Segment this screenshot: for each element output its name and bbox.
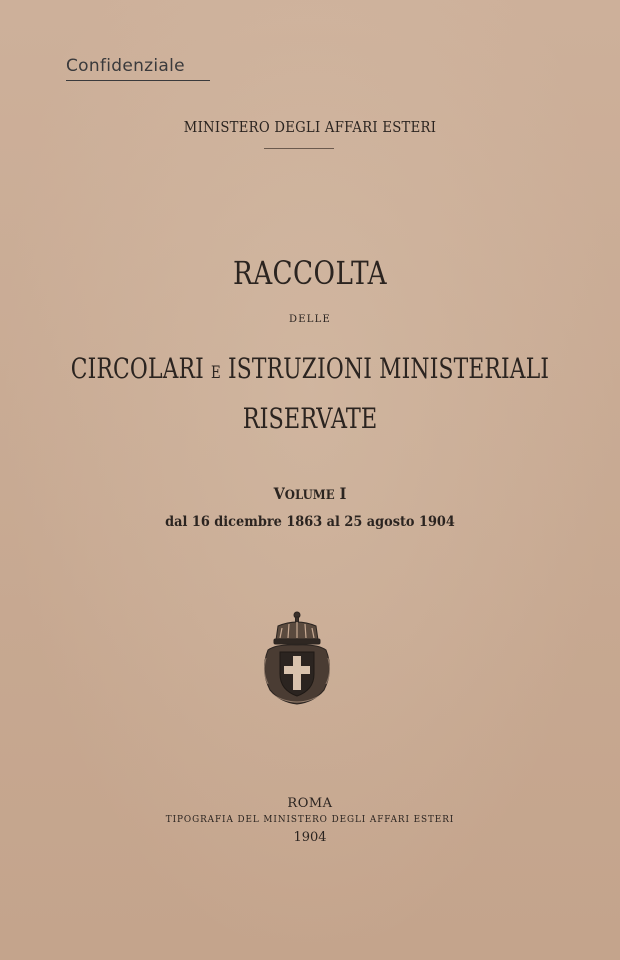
subtitle-part-2: ISTRUZIONI MINISTERIALI <box>228 352 550 385</box>
volume-number: I <box>339 484 347 503</box>
stamp-underline <box>66 80 210 81</box>
volume-label <box>31 484 589 503</box>
subtitle-line-1 <box>68 352 552 385</box>
confidential-stamp: Confidenziale <box>66 56 185 76</box>
subtitle-line-2: RISERVATE <box>242 402 378 435</box>
imprint-city: ROMA <box>287 796 333 811</box>
title-connector: DELLE <box>289 314 331 325</box>
imprint-printer: TIPOGRAFIA DEL MINISTERO DEGLI AFFARI ESTERI <box>165 814 455 825</box>
heading-rule <box>264 148 334 149</box>
volume-first-letter: V <box>273 484 285 503</box>
savoy-crowned-shield-icon <box>258 610 336 706</box>
subtitle-part-1: CIRCOLARI <box>70 352 204 385</box>
date-range: dal 16 dicembre 1863 al 25 agosto 1904 <box>165 514 455 530</box>
volume-word-rest: OLUME <box>284 488 335 503</box>
main-title: RACCOLTA <box>233 254 387 292</box>
imprint-year: 1904 <box>293 830 327 845</box>
subtitle-conjunction: E <box>211 363 221 383</box>
ministry-heading: MINISTERO DEGLI AFFARI ESTERI <box>183 118 437 136</box>
